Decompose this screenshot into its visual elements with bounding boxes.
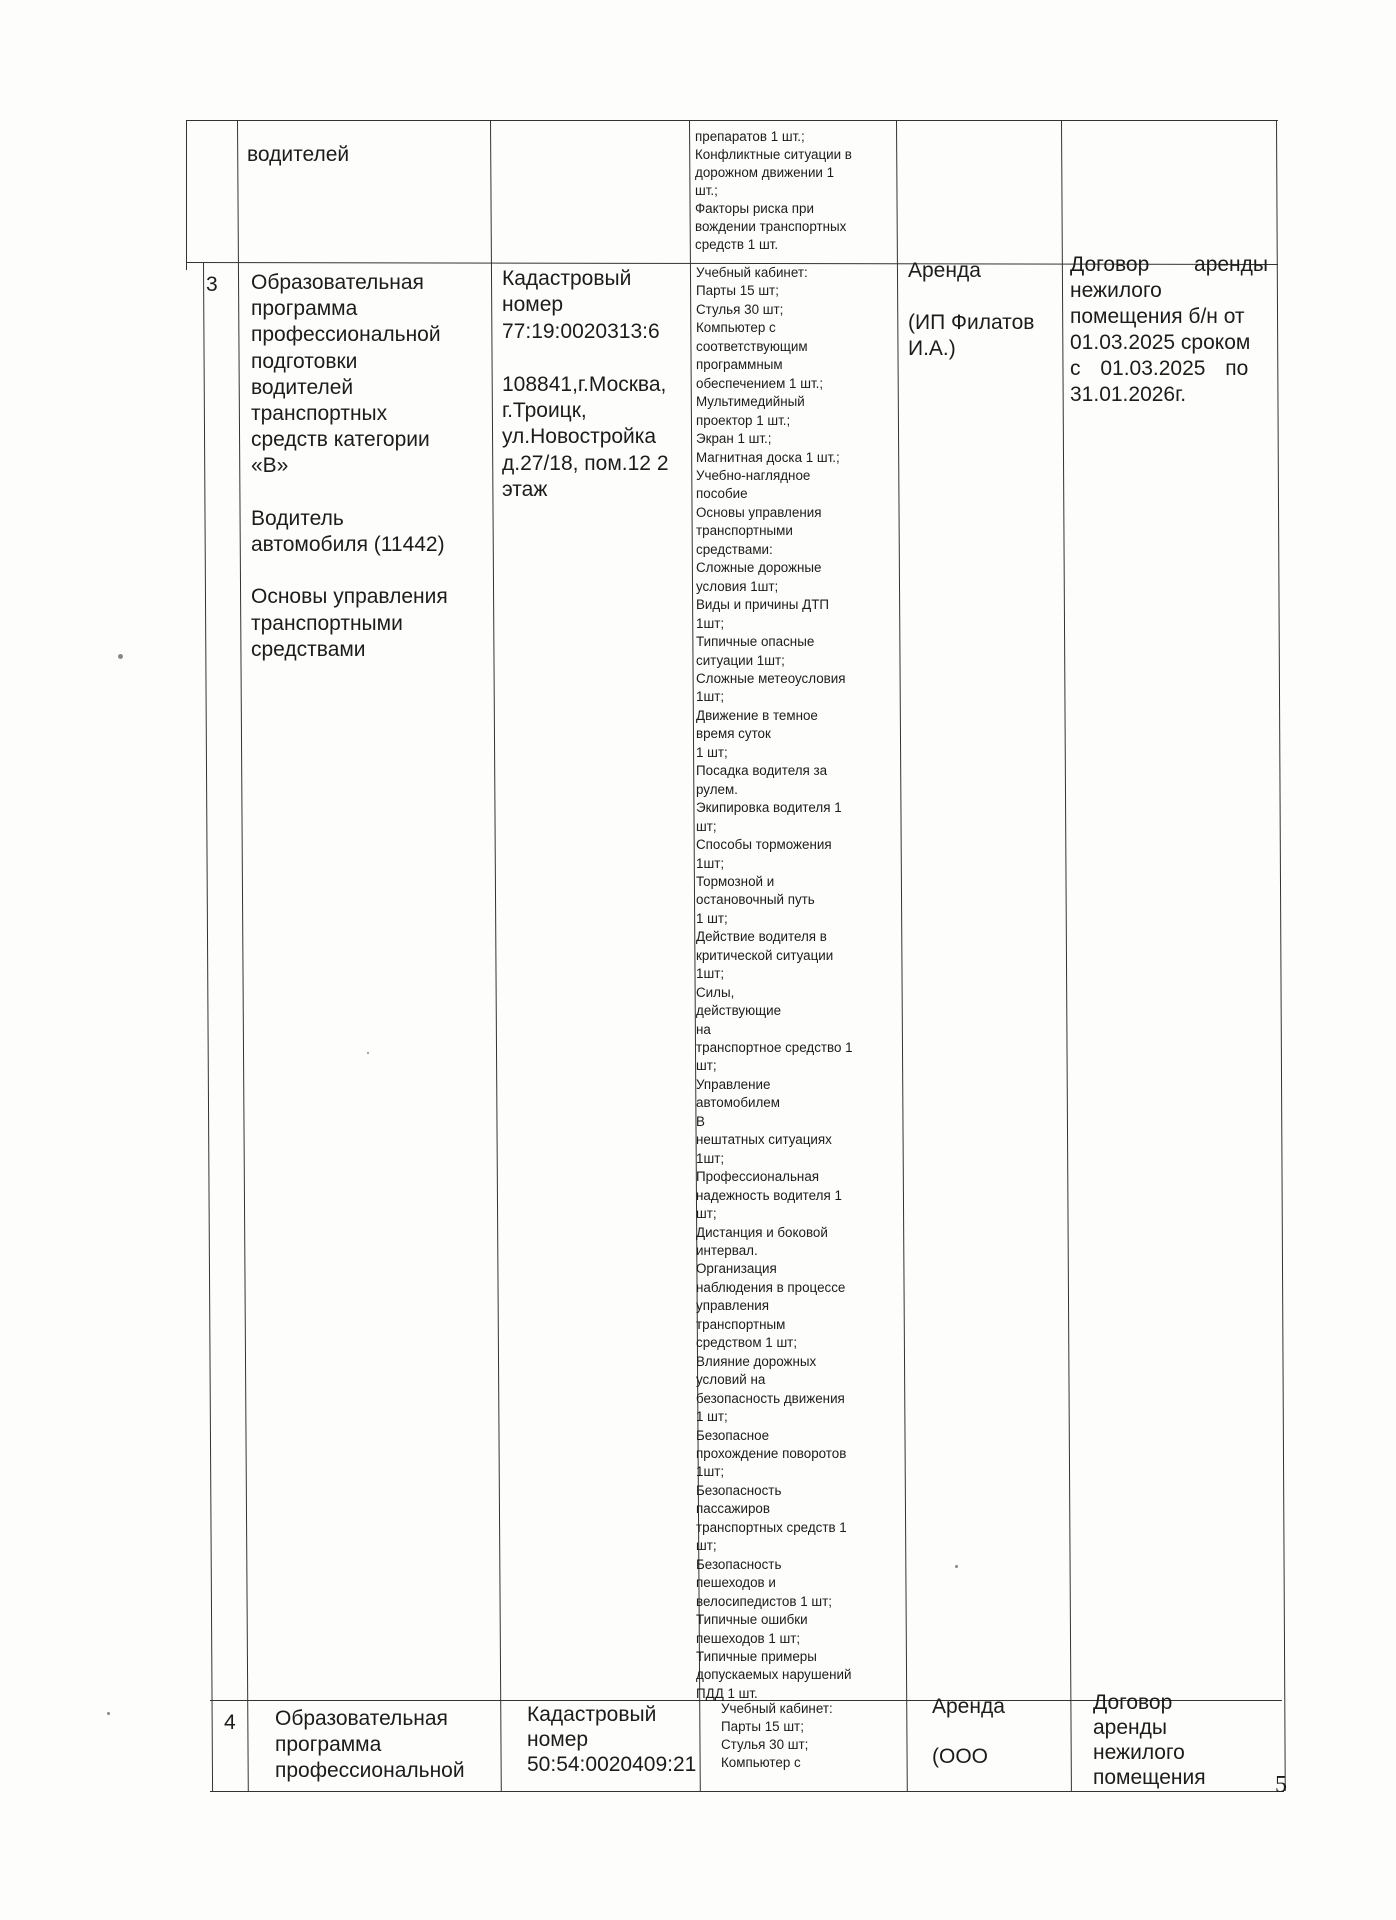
- row-4-program: Образовательная программа профессиональной: [275, 1707, 465, 1783]
- table-top-border: [186, 120, 1278, 121]
- document-word: аренды: [1194, 253, 1268, 276]
- column-divider-1: [237, 120, 249, 1791]
- scan-speck: [107, 1712, 110, 1715]
- row-3-address: Кадастровый номер 77:19:0020313:6 108841,г.Москва, г.Троицк, ул.Новостройка д.27/18, пом.12 2 этаж: [502, 267, 669, 502]
- document-word: Договор: [1070, 253, 1150, 276]
- row-3-document-line-2: нежилого: [1070, 279, 1162, 302]
- table-left-border: [186, 120, 187, 270]
- scan-speck: [367, 1052, 369, 1054]
- row-3-document-line-4: 01.03.2025 сроком: [1070, 331, 1251, 354]
- page-number: 5: [1275, 1772, 1287, 1798]
- row-4-number: 4: [224, 1711, 236, 1734]
- row-3-program: Образовательная программа профессиональной подготовки водителей транспортных средств категории «В» Водитель автомобиля (11442) Основы управления транспортными средствами: [251, 271, 448, 661]
- row-3-document-line-6: 31.01.2026г.: [1070, 383, 1187, 406]
- row-4-address: Кадастровый номер 50:54:0020409:21: [527, 1703, 697, 1776]
- row-4-document: [1093, 1690, 1289, 1790]
- row-3-document-line-5: с 01.03.2025 по: [1070, 357, 1249, 380]
- row-3-basis: Аренда (ИП Филатов И.А.): [908, 259, 1035, 360]
- table-right-border: [1276, 120, 1286, 1791]
- column-divider-2: [490, 120, 502, 1791]
- row-4-equipment: Учебный кабинет: Парты 15 шт; Стулья 30 шт; Компьютер с: [721, 1701, 833, 1770]
- row-4-basis: Аренда (ООО: [932, 1695, 1005, 1768]
- table-bottom-border: [210, 1791, 1284, 1792]
- row-4-document-line-3: помещения: [1093, 1766, 1206, 1789]
- row-3-document: [1070, 252, 1268, 408]
- scan-speck: [955, 1565, 958, 1568]
- table-left-border-lower: [203, 263, 213, 1791]
- row-3-document-line-3: помещения б/н от: [1070, 305, 1245, 328]
- row-4-document-line-2: нежилого: [1093, 1741, 1185, 1764]
- scan-speck: [118, 654, 123, 659]
- row-top-program: водителей: [247, 143, 350, 166]
- row-3-equipment: Учебный кабинет: Парты 15 шт; Стулья 30 шт; Компьютер с соответствующим программным обеспечением 1 шт.; Мультимедийный проектор 1 шт.; Экран 1 шт.; Магнитная доска 1 шт.; Учебно-наглядное пособие Основы управления транспортными средствами: Сложные дорожные условия 1шт; Виды и причины ДТП 1шт; Типичные опасные ситуации 1шт; Сложные метеоусловия 1шт; Движение в темное время суток 1 шт; Посадка водителя за рулем. Экипировка водителя 1 шт; Способы торможения 1шт; Тормозной и остановочный путь 1 шт; Действие водителя в критической ситуации 1шт; Силы, действующие на транспортное средство 1 шт; Управление автомобилем В нештатных ситуациях 1шт; Профессиональная надежность водителя 1 шт; Дистанция и боковой интервал. Организация наблюдения в процессе управления транспортным средством 1 шт; Влияние дорожных условий на безопасность движения 1 шт; Безопасное прохождение поворотов 1шт; Безопасность пассажиров транспортных средств 1 шт; Безопасность пешеходов и велосипедистов 1 шт; Типичные ошибки пешеходов 1 шт; Типичные примеры допускаемых нарушений ПДД 1 шт.: [696, 265, 853, 1701]
- row-3-document-line-1-text: [1070, 252, 1268, 278]
- row-4-document-line-1: Договор аренды: [1093, 1691, 1173, 1739]
- row-3-number: 3: [206, 273, 218, 296]
- row-top-equipment: препаратов 1 шт.; Конфликтные ситуации в дорожном движении 1 шт.; Факторы риска при вождении транспортных средств 1 шт.: [695, 129, 852, 252]
- row-3-document-line-1: [1070, 252, 1268, 278]
